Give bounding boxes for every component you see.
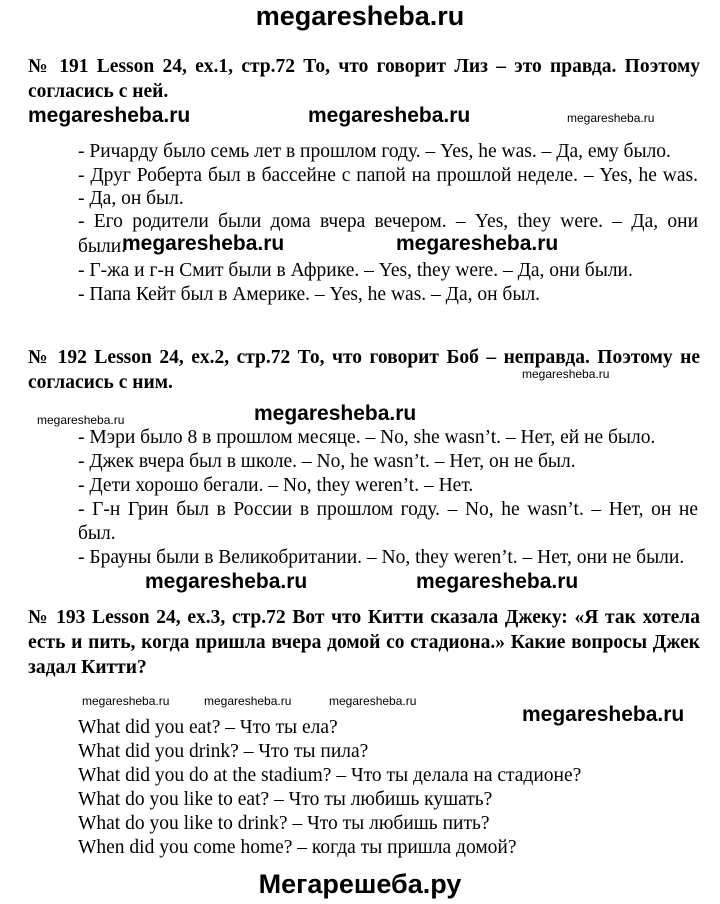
exercise-191-heading: № 191 Lesson 24, ex.1, стр.72 То, что говорит Лиз – это правда. Поэтому согласись с ней. — [28, 56, 700, 102]
watermark: megaresheba.ru — [396, 232, 559, 255]
exercise-192-line: - Мэри было 8 в прошлом месяце. – No, she wasn’t. – Нет, ей не было. — [78, 427, 656, 448]
exercise-192-line: - Джек вчера был в школе. – No, he wasn’t. – Нет, он не был. — [78, 451, 576, 472]
exercise-191-line: - Ричарду было семь лет в прошлом году. – Yes, he was. – Да, ему было. — [78, 141, 671, 162]
exercise-192-line: - Дети хорошо бегали. – No, they weren’t. – Нет. — [78, 475, 474, 496]
watermark: megaresheba.ru — [145, 570, 308, 593]
exercise-191-line: - Г-жа и г-н Смит были в Африке. – Yes, they were. – Да, они были. — [78, 260, 633, 281]
watermark: megaresheba.ru — [122, 232, 285, 255]
watermark: megaresheba.ru — [416, 570, 579, 593]
exercise-192-line: был. — [78, 523, 116, 544]
exercise-193-line: What did you do at the stadium? – Что ты делала на стадионе? — [78, 765, 582, 786]
exercise-193-line: What did you drink? – Что ты пила? — [78, 741, 369, 762]
watermark: megaresheba.ru — [82, 694, 170, 708]
site-brand-top: megaresheba.ru — [255, 1, 465, 31]
exercise-192-heading: № 192 Lesson 24, ex.2, стр.72 То, что говорит Боб – неправда. Поэтому не согласись с ним. — [28, 347, 700, 393]
watermark: megaresheba.ru — [522, 367, 610, 381]
exercise-193-line: What do you like to drink? – Что ты любишь пить? — [78, 813, 490, 834]
exercise-191-line: - Папа Кейт был в Америке. – Yes, he was. – Да, он был. — [78, 284, 541, 305]
site-brand-bottom: Мегарешеба.ру — [258, 869, 462, 899]
watermark: megaresheba.ru — [37, 413, 125, 427]
watermark: megaresheba.ru — [204, 694, 292, 708]
watermark: megaresheba.ru — [329, 694, 417, 708]
watermark: megaresheba.ru — [28, 104, 191, 127]
exercise-193-line: When did you come home? – когда ты пришла домой? — [78, 837, 517, 858]
watermark: megaresheba.ru — [254, 402, 417, 425]
exercise-191-line: были. — [78, 236, 127, 257]
watermark: megaresheba.ru — [308, 104, 471, 127]
exercise-192-line: - Брауны были в Великобритании. – No, they weren’t. – Нет, они не были. — [78, 547, 685, 568]
exercise-193-heading: № 193 Lesson 24, ex.3, стр.72 Вот что Китти сказала Джеку: «Я так хотела есть и пить, когда пришла вчера домой со стадиона.» Какие вопросы Джек задал Китти? — [28, 607, 700, 678]
exercise-192-line: - Г-н Грин был в России в прошлом году. – No, he wasn’t. – Нет, он не — [78, 499, 698, 520]
exercise-191-line: - Его родители были дома вчера вечером. – Yes, they were. – Да, они — [78, 211, 698, 232]
watermark: megaresheba.ru — [522, 703, 685, 726]
watermark: megaresheba.ru — [567, 111, 655, 125]
exercise-191-line: - Друг Роберта был в бассейне с папой на прошлой неделе. – Yes, he was. — [78, 165, 698, 186]
exercise-191-line: - Да, он был. — [78, 188, 184, 209]
exercise-193-line: What do you like to eat? – Что ты любишь кушать? — [78, 789, 493, 810]
exercise-193-line: What did you eat? – Что ты ела? — [78, 717, 338, 738]
